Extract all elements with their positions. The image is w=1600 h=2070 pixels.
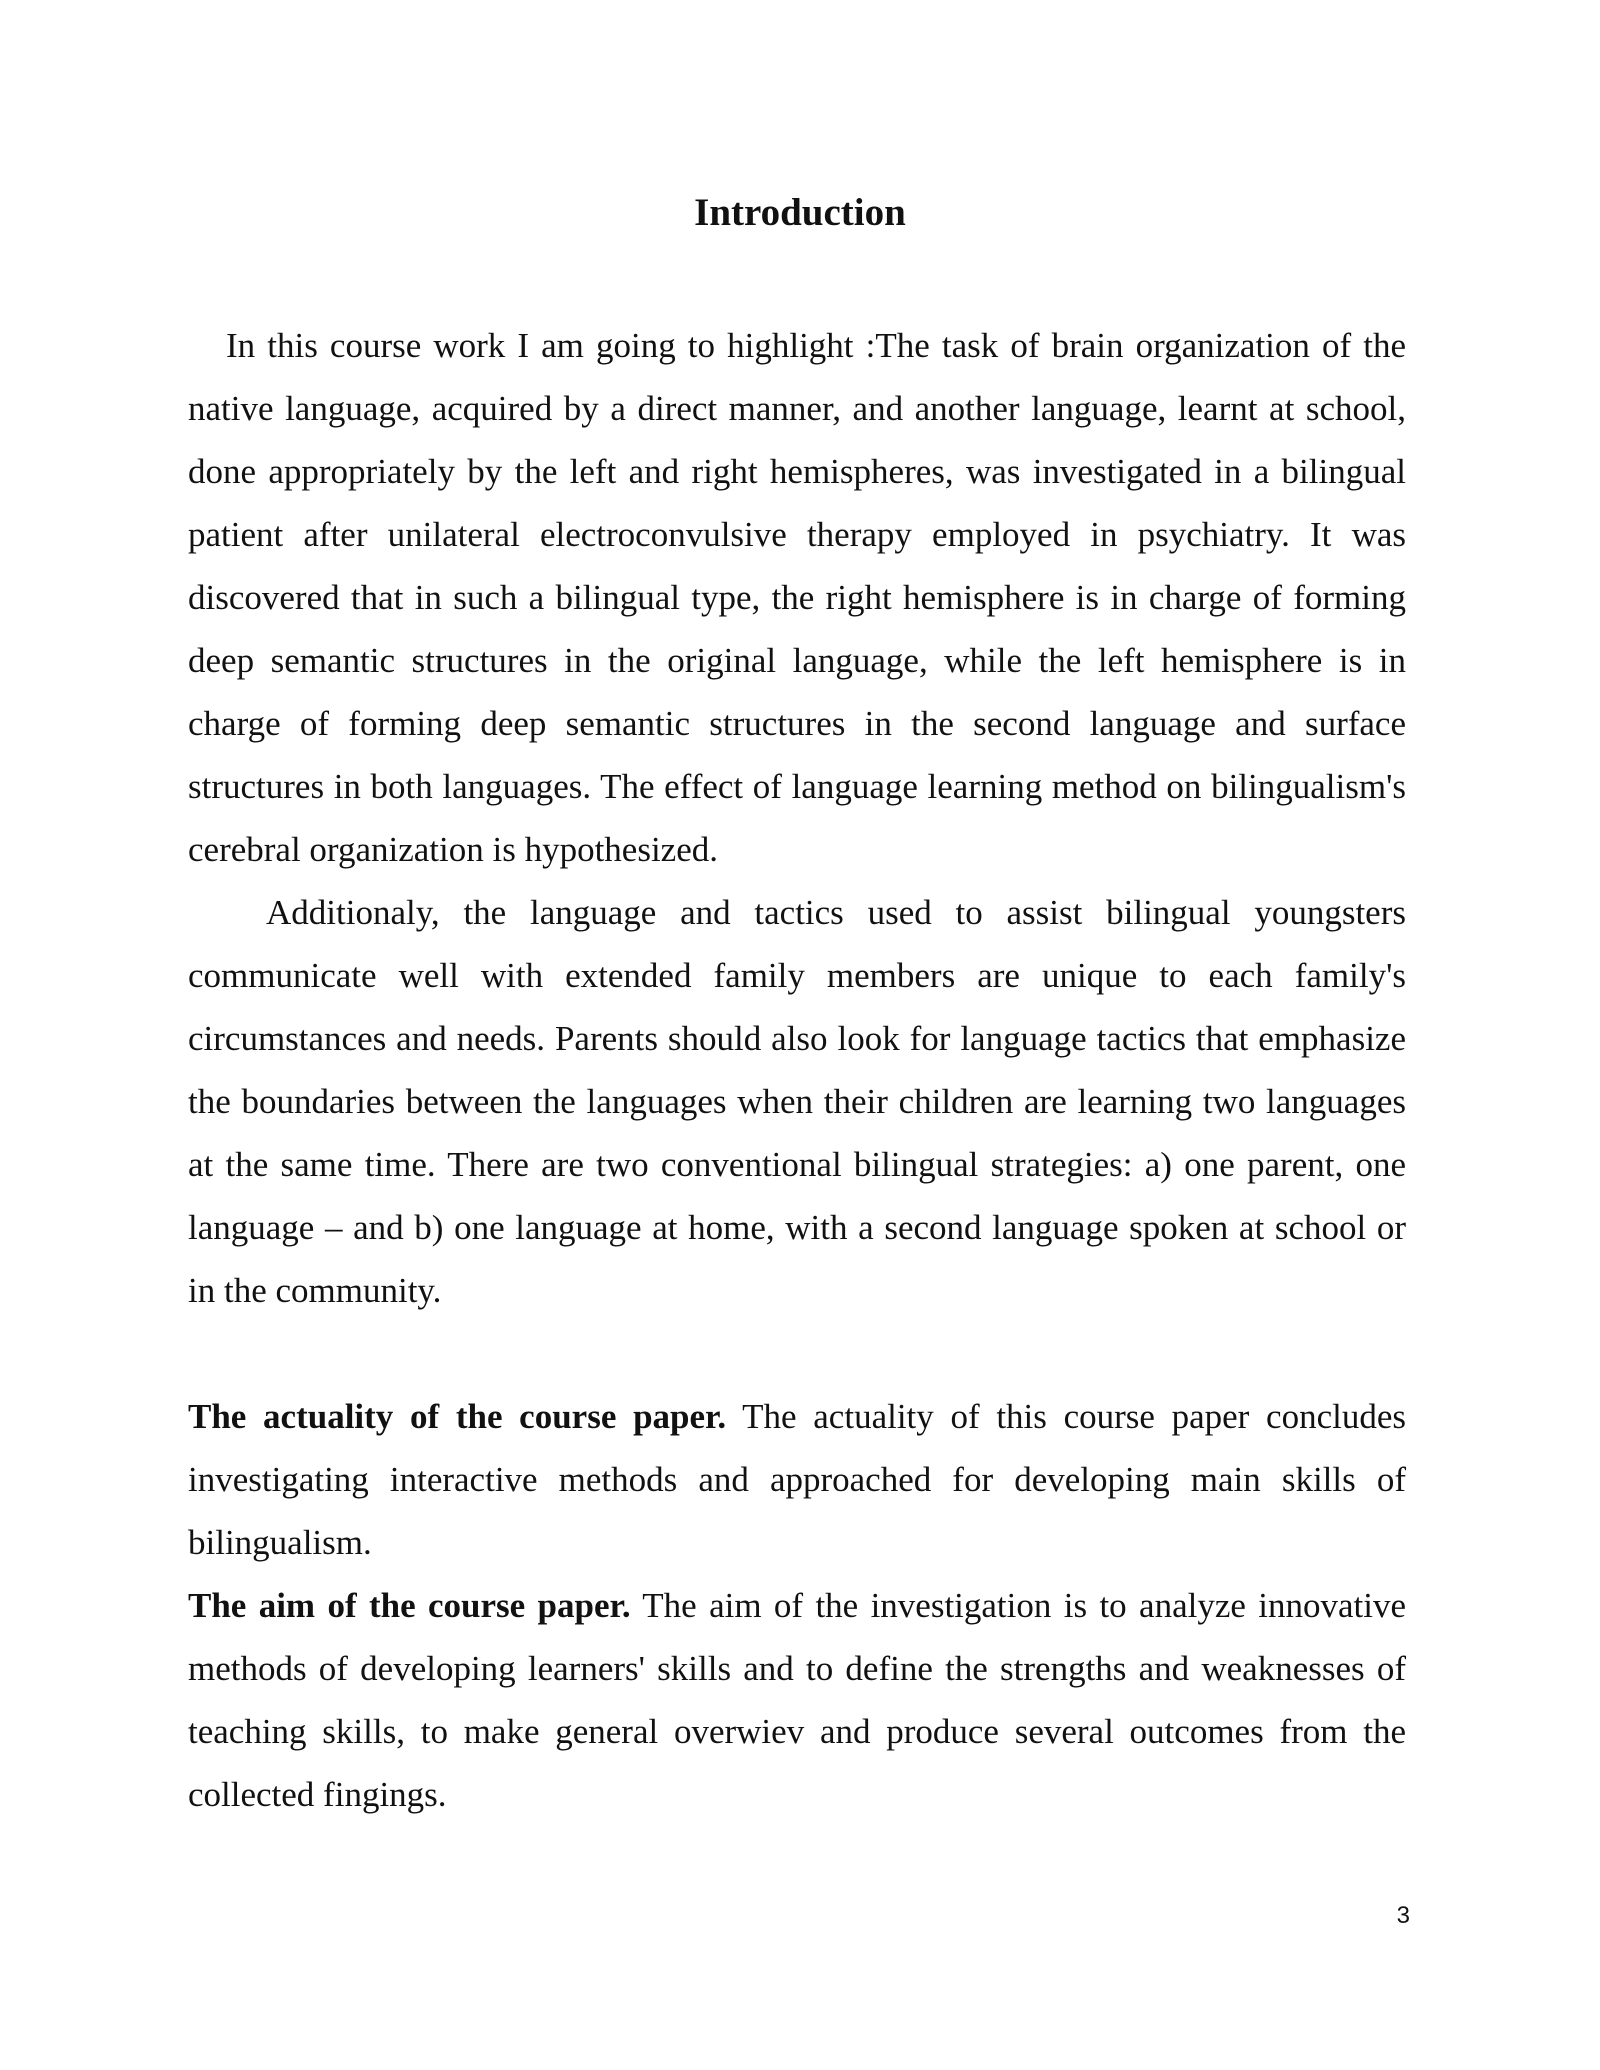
page-number: 3: [1396, 1902, 1410, 1929]
aim-label: The aim of the course paper.: [188, 1586, 631, 1625]
aim-text: The aim of the investigation is to analyze innovative methods of developing learners' skills and to define the strengths and weaknesses of teaching skills, to make general overwiev and produce several outcomes from the collected fingings.: [188, 1586, 1406, 1814]
actuality-paragraph: [188, 1385, 1406, 1574]
actuality-text: The actuality of this course paper concludes investigating interactive methods and approached for developing main skills of bilingualism.: [188, 1397, 1406, 1562]
intro-paragraph-2: Additionaly, the language and tactics used to assist bilingual youngsters communicate well with extended family members are unique to each family's circumstances and needs. Parents should also look for language tactics that emphasize the boundaries between the languages when their children are learning two languages at the same time. There are two conventional bilingual strategies: a) one parent, one language – and b) one language at home, with a second language spoken at school or in the community.: [188, 893, 1406, 1310]
page-title: Introduction: [694, 191, 906, 234]
paragraph-spacer: [188, 1322, 1406, 1385]
body-text: [188, 314, 1406, 1826]
actuality-label: The actuality of the course paper.: [188, 1397, 727, 1436]
aim-paragraph: [188, 1574, 1406, 1826]
intro-paragraph-1: In this course work I am going to highlight :The task of brain organization of the native language, acquired by a direct manner, and another language, learnt at school, done appropriately by the left and right hemispheres, was investigated in a bilingual patient after unilateral electroconvulsive therapy employed in psychiatry. It was discovered that in such a bilingual type, the right hemisphere is in charge of forming deep semantic structures in the original language, while the left hemisphere is in charge of forming deep semantic structures in the second language and surface structures in both languages. The effect of language learning method on bilingualism's cerebral organization is hypothesized.: [188, 326, 1406, 869]
